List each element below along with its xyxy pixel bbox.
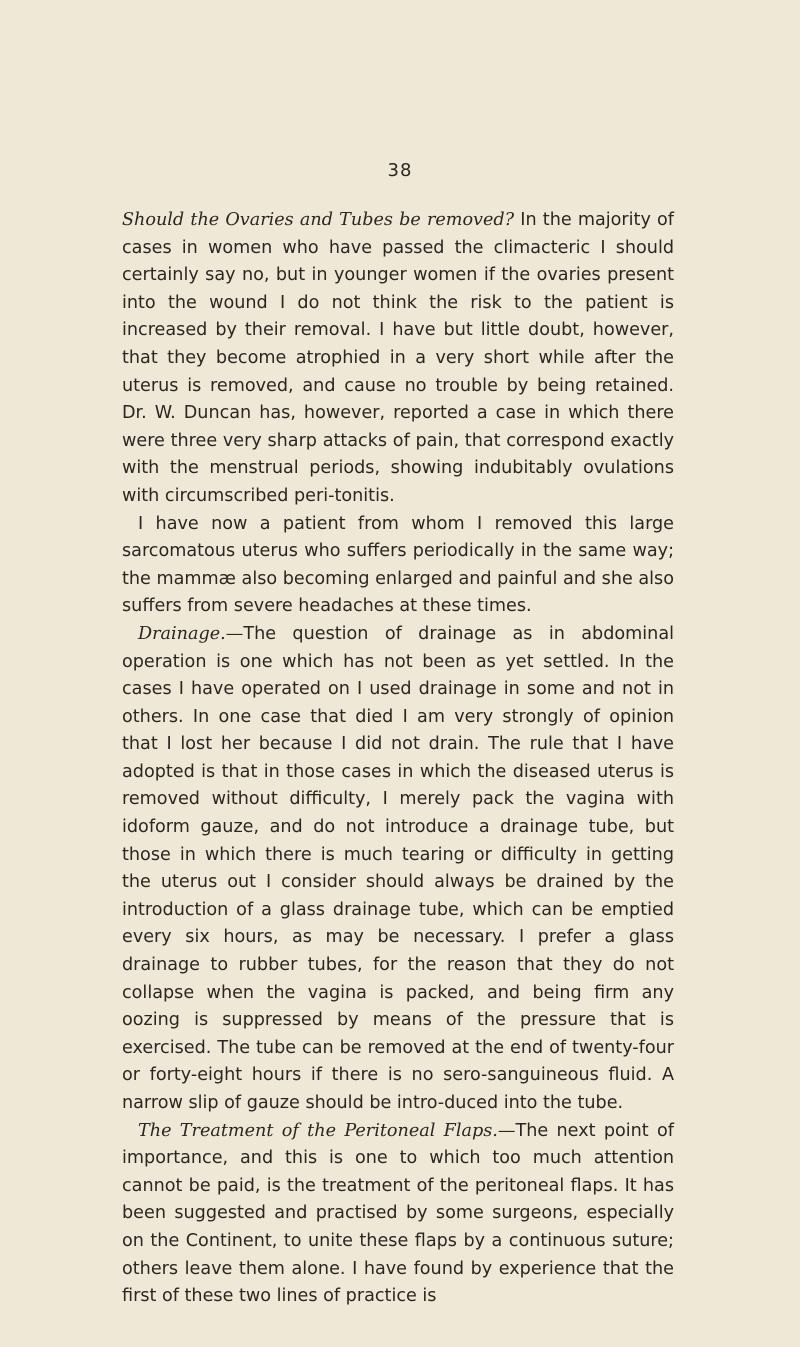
paragraph-peritoneal-flaps (122, 1118, 674, 1311)
heading-separator: — (225, 623, 244, 644)
section-heading-ovaries: Should the Ovaries and Tubes be removed? (122, 210, 515, 230)
paragraph-patient (122, 511, 674, 621)
paragraph-text: I have now a patient from whom I removed this large sarcomatous uterus who suffers periodically in the same way; the mammæ also becoming enlarged and painful and she also suffers from severe headaches at these times. (122, 513, 674, 617)
page-number: 38 (387, 160, 413, 181)
paragraph-text: The question of drainage as in abdominal operation is one which has not been as yet settled. In the cases I have operated on I used drainage in some and not in others. In one case that died I am very strongly of opinion that I lost her because I did not drain. The rule that I have adopted is that in those cases in which the diseased uterus is removed without difficulty, I merely pack the vagina with idoform gauze, and do not introduce a drainage tube, but those in which there is much tearing or difficulty in getting the uterus out I consider should always be drained by the introduction of a glass drainage tube, which can be emptied every six hours, as may be necessary. I prefer a glass drainage to rubber tubes, for the reason that they do not collapse when the vagina is packed, and being firm any oozing is suppressed by means of the pressure that is exercised. The tube can be removed at the end of twenty-four or forty-eight hours if there is no sero-sanguineous fluid. A narrow slip of gauze should be intro-duced into the tube. (122, 623, 674, 1113)
paragraph-text: The next point of importance, and this is one to which too much attention cannot be paid, is the treatment of the peritoneal flaps. It has been suggested and practised by some surgeons, especially on the Continent, to unite these flaps by a continuous suture; others leave them alone. I have found by experience that the first of these two lines of practice is (122, 1120, 674, 1307)
paragraph-text: In the majority of cases in women who have passed the climacteric I should certainly say no, but in younger women if the ovaries present into the wound I do not think the risk to the patient is increased by their removal. I have but little doubt, however, that they become atrophied in a very short while after the uterus is removed, and cause no trouble by being retained. Dr. W. Duncan has, however, reported a case in which there were three very sharp attacks of pain, that correspond exactly with the menstrual periods, showing indubitably ovulations with circumscribed peri-tonitis. (122, 210, 674, 506)
section-heading-drainage: Drainage. (138, 623, 226, 644)
paragraph-ovaries (122, 207, 674, 511)
section-heading-peritoneal-flaps: The Treatment of the Peritoneal Flaps. (138, 1120, 498, 1141)
paragraph-drainage (122, 621, 674, 1118)
body-text (122, 207, 674, 1311)
heading-separator: — (497, 1120, 516, 1141)
